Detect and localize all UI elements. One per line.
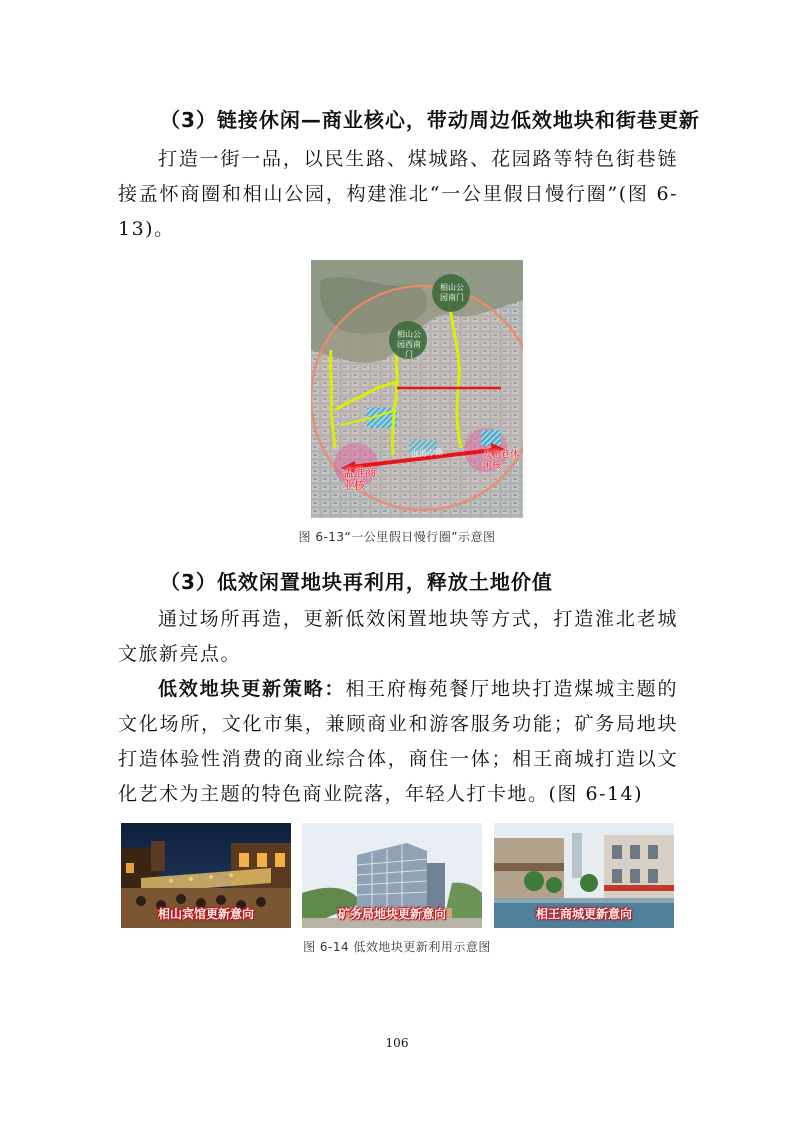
strategy-paragraph [118,672,678,812]
strategy-text: 相王府梅苑餐厅地块打造煤城主题的文化场所，文化市集，兼顾商业和游客服务功能；矿务局地块打造体验性消费的商业综合体，商住一体；相王商城打造以文化艺术为主题的特色商业院落，年轻人打卡地。(图 6-14) [118,678,678,805]
figure-6-13-caption: 图 6-13“一公里假日慢行圈”示意图 [298,530,496,544]
strategy-label: 低效地块更新策略： [158,678,346,700]
figure-6-14-caption: 图 6-14 低效地块更新利用示意图 [303,940,491,954]
mengwai-core-label: 孟淮商业核 [343,466,376,492]
photo-2-label: 矿务局地块更新意向 [337,907,446,921]
section-1-paragraph: 打造一街一品，以民生路、煤城路、花园路等特色街巷链接孟怀商圈和相山公园，构建淮北“一公里假日慢行圈”(图 6-13)。 [118,148,678,240]
fangxiang-core-label: 友谊巷休闲核 [483,450,520,471]
photo-1-label: 相山宾馆更新意向 [157,907,254,921]
photo-xiangshan-hotel [121,823,291,928]
park-south-gate-label: 相山公园南门 [440,283,464,302]
main-road-label: 淮海中路 [410,447,444,460]
park-west-gate-label: 相山公园西南门 [397,330,421,359]
photo-3-label: 相王商城更新意向 [535,907,632,921]
photo-xiangwang-mall [494,823,674,928]
page-number: 106 [385,1036,409,1050]
figure-6-13-map [311,260,523,518]
section-heading-1: （3）链接休闲—商业核心，带动周边低效地块和街巷更新 [160,108,700,132]
section-heading-2: （3）低效闲置地块再利用，释放土地价值 [160,570,553,594]
section-2-paragraph: 通过场所再造，更新低效闲置地块等方式，打造淮北老城文旅新亮点。 [118,608,678,665]
photo-mining-bureau [302,823,482,928]
